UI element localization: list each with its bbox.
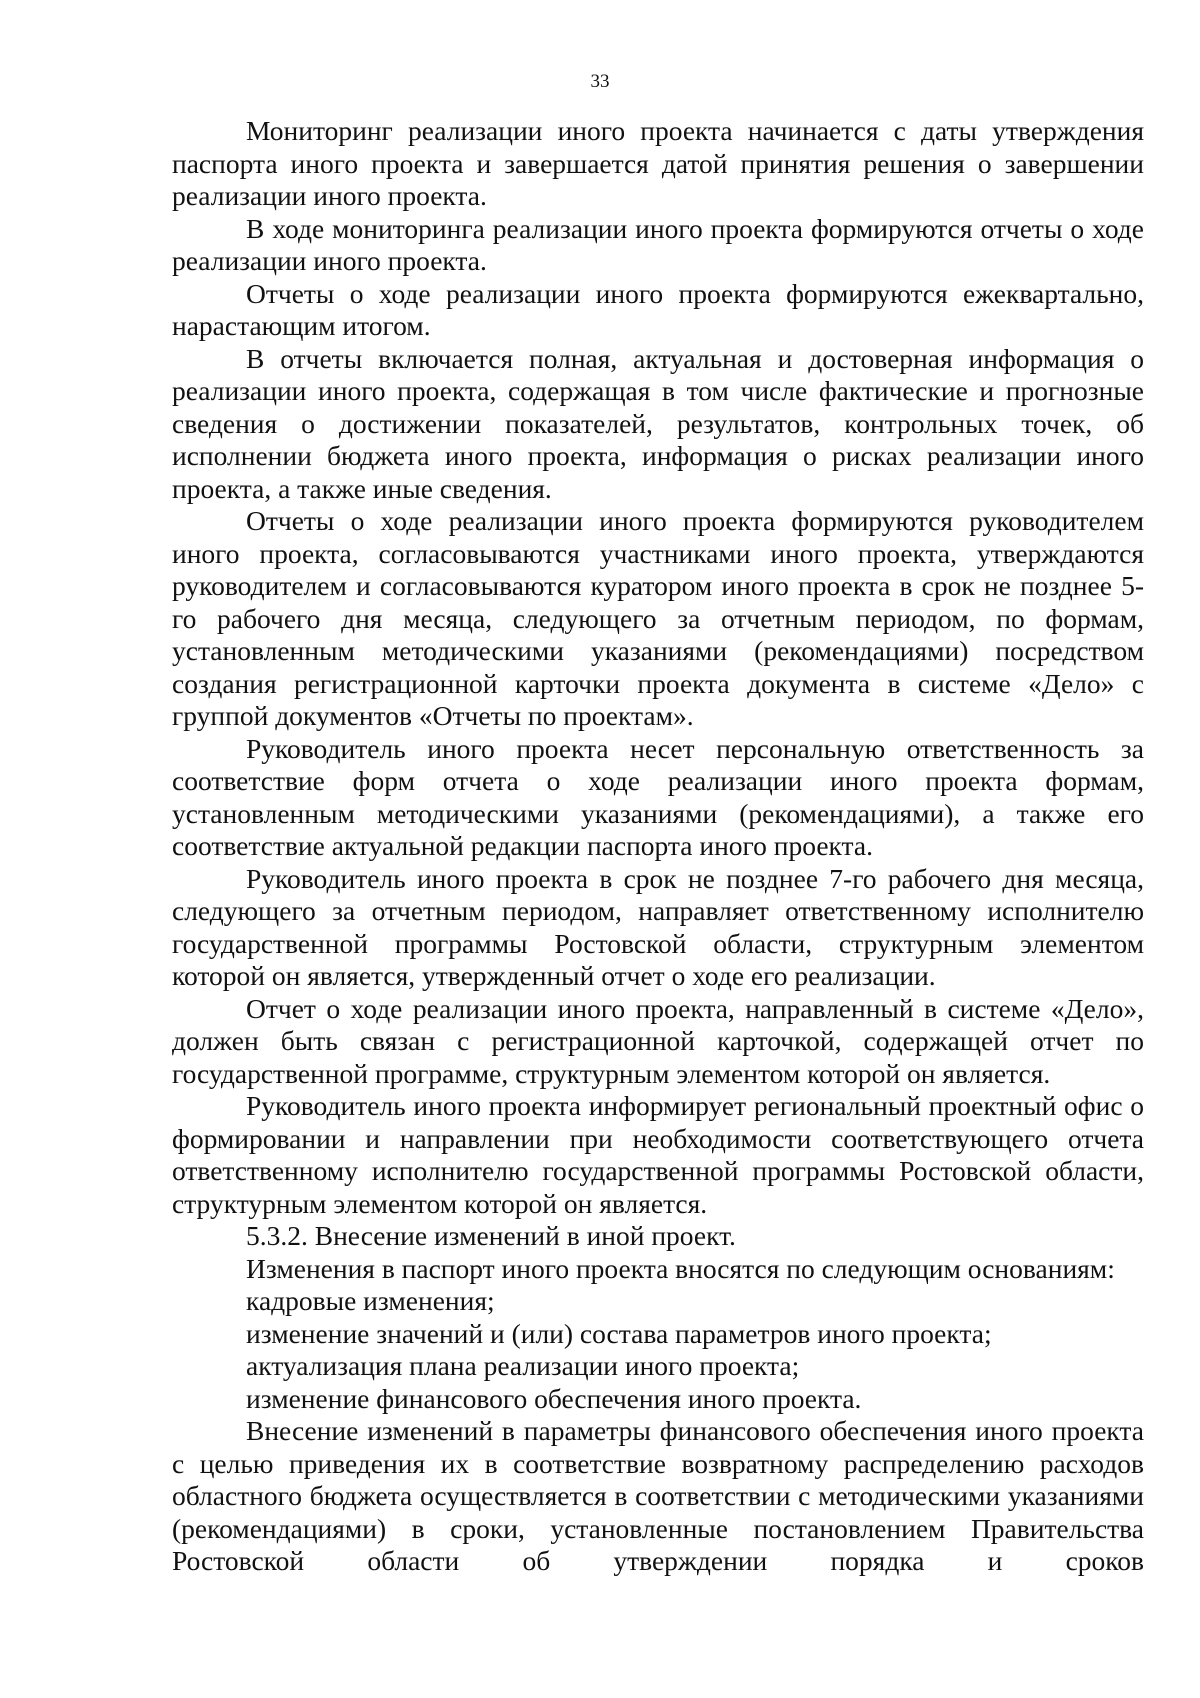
list-item-plan-update: актуализация плана реализации иного проекта; [246, 1350, 800, 1381]
paragraph-report-linking: Отчет о ходе реализации иного проекта, направленный в системе «Дело», должен быть связан с регистрационной карточкой, содержащей отчет по государственной программе, структурным элементом которой он является. [172, 992, 1144, 1089]
paragraph-monitoring-reports: В ходе мониторинга реализации иного проекта формируются отчеты о ходе реализации иного проекта. [172, 212, 1144, 276]
page-number: 33 [590, 71, 610, 92]
paragraph-reports-content: В отчеты включается полная, актуальная и достоверная информация о реализации иного проекта, содержащая в том числе фактические и прогнозные сведения о достижении показателей, результатов, контрольных точек, об исполнении бюджета иного проекта, информация о рисках реализации иного проекта, а также иные сведения. [172, 342, 1144, 504]
section-heading-changes: 5.3.2. Внесение изменений в иной проект. [246, 1220, 736, 1251]
paragraph-responsibility: Руководитель иного проекта несет персональную ответственность за соответствие форм отчета о ходе реализации иного проекта формам, установленным методическими указаниями (рекомендациями), а также его соответствие актуальной редакции паспорта иного проекта. [172, 732, 1144, 861]
paragraph-project-office-info: Руководитель иного проекта информирует региональный проектный офис о формировании и направлении при необходимости соответствующего отчета ответственному исполнителю государственной программы Ростовской области, структурным элементом которой он является. [172, 1090, 1144, 1219]
document-body [172, 115, 1144, 1578]
list-item-staff-changes: кадровые изменения; [246, 1285, 495, 1316]
paragraph-report-submission: Руководитель иного проекта в срок не позднее 7-го рабочего дня месяца, следующего за отчетным периодом, направляет ответственному исполнителю государственной программы Ростовской области, структурным элементом которой он является, утвержденный отчет о ходе его реализации. [172, 862, 1144, 991]
paragraph-reports-approval: Отчеты о ходе реализации иного проекта формируются руководителем иного проекта, согласовываются участниками иного проекта, утверждаются руководителем и согласовываются куратором иного проекта в срок не позднее 5-го рабочего дня месяца, следующего за отчетным периодом, по формам, установленным методическими указаниями (рекомендациями) посредством создания регистрационной карточки проекта документа в системе «Дело» с группой документов «Отчеты по проектам». [172, 505, 1144, 731]
paragraph-monitoring-period: Мониторинг реализации иного проекта начинается с даты утверждения паспорта иного проекта и завершается датой принятия решения о завершении реализации иного проекта. [172, 115, 1144, 211]
paragraph-reports-quarterly: Отчеты о ходе реализации иного проекта формируются ежеквартально, нарастающим итогом. [172, 277, 1144, 341]
paragraph-change-grounds: Изменения в паспорт иного проекта вносятся по следующим основаниям: [246, 1252, 1115, 1284]
list-item-parameter-changes: изменение значений и (или) состава параметров иного проекта; [246, 1317, 992, 1349]
paragraph-financing-adjustment: Внесение изменений в параметры финансового обеспечения иного проекта с целью приведения их в соответствие возвратному распределению расходов областного бюджета осуществляется в соответствии с методическими указаниями (рекомендациями) в сроки, установленные постановлением Правительства Ростовской области об утверждении порядка и сроков [172, 1415, 1144, 1576]
list-item-financing-changes: изменение финансового обеспечения иного проекта. [246, 1382, 862, 1414]
